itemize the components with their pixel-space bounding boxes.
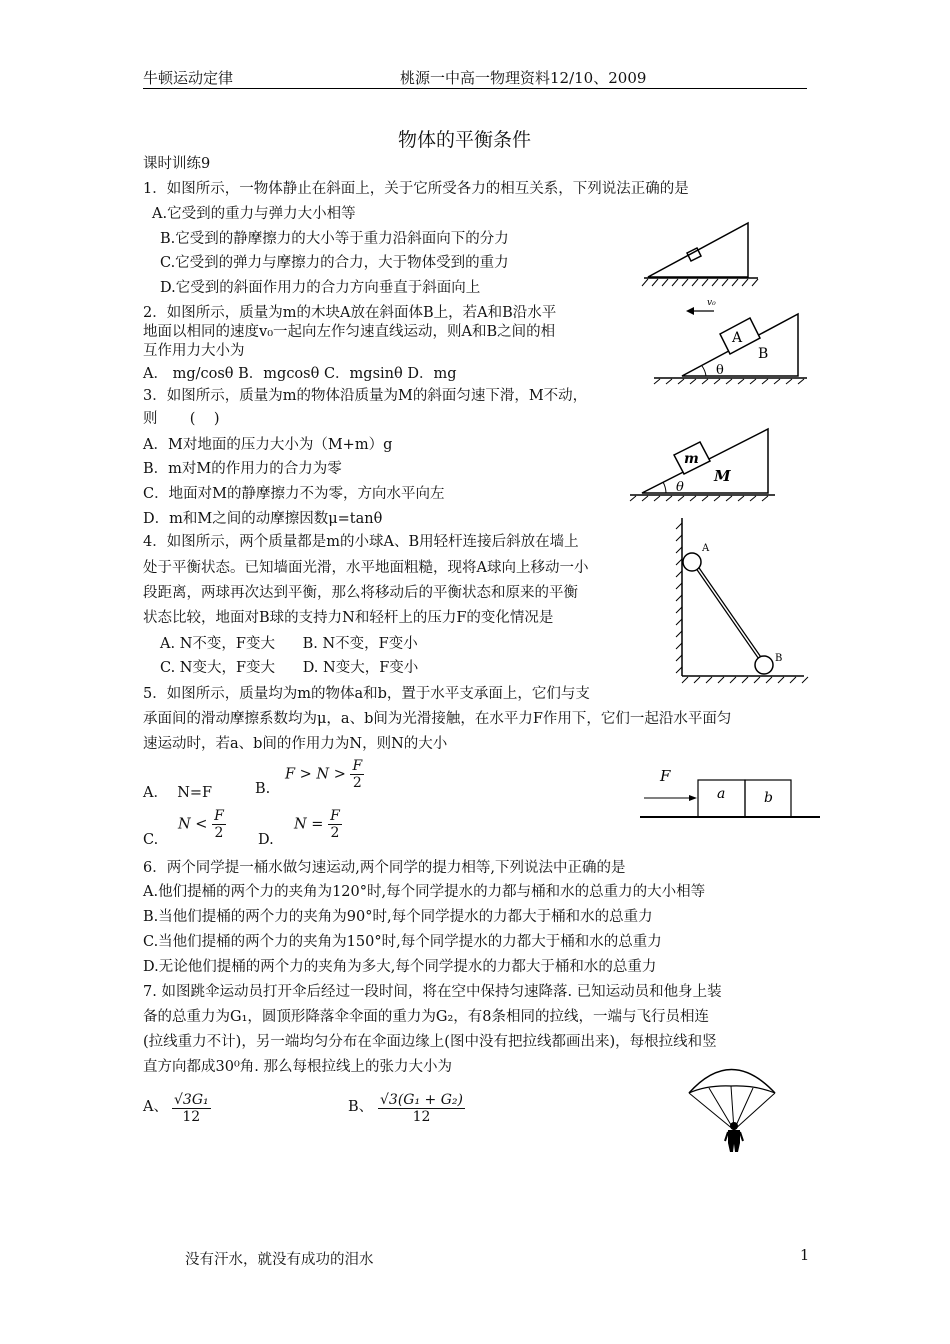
q4-line1: 4．如图所示，两个质量都是m的小球A、B用轻杆连接后斜放在墙上 bbox=[143, 534, 579, 550]
q5-line3: 速运动时，若a、b间的作用力为N，则N的大小 bbox=[143, 736, 448, 752]
big-m-label: M bbox=[714, 467, 731, 485]
parachute-figure-q7 bbox=[685, 1058, 780, 1158]
block-b-label: B bbox=[758, 346, 769, 362]
theta-label: θ bbox=[676, 480, 684, 495]
fraction-num: √3G₁ bbox=[174, 1092, 209, 1108]
q3-line2: 则 ( ) bbox=[143, 411, 220, 427]
q3-option-d: D．m和M之间的动摩擦因数μ=tanθ bbox=[143, 511, 383, 527]
v0-label: v₀ bbox=[707, 298, 716, 308]
fraction-num: F bbox=[214, 808, 224, 824]
q1-option-a: A.它受到的重力与弹力大小相等 bbox=[152, 206, 356, 222]
incline-figure-q3 bbox=[630, 425, 780, 500]
q6-stem: 6．两个同学提一桶水做匀速运动,两个同学的提力相等,下列说法中正确的是 bbox=[143, 860, 626, 876]
q3-option-a: A．M对地面的压力大小为（M+m）g bbox=[143, 437, 393, 453]
q2-line2: 地面以相同的速度v₀一起向左作匀速直线运动，则A和B之间的相 bbox=[143, 324, 556, 340]
block-a-label: A bbox=[732, 330, 743, 346]
blocks-figure-q5 bbox=[640, 765, 825, 825]
wall-rod-figure-q4 bbox=[672, 518, 812, 688]
fraction-num: F bbox=[330, 808, 340, 824]
q4-line2: 处于平衡状态。已知墙面光滑，水平地面粗糙，现将A球向上移动一小 bbox=[143, 560, 589, 576]
q2-options: A． mg/cosθ B．mgcosθ C．mgsinθ D．mg bbox=[143, 366, 457, 382]
page-number: 1 bbox=[800, 1248, 810, 1264]
incline-figure-q2 bbox=[652, 292, 812, 384]
fraction-num: F bbox=[352, 758, 363, 774]
q5-option-c-expr bbox=[178, 808, 226, 841]
expr-text: N < bbox=[178, 816, 208, 833]
fraction-den: 12 bbox=[182, 1109, 201, 1125]
q7-line3: (拉线重力不计)，另一端均匀分布在伞面边缘上(图中没有把拉线都画出来)，每根拉线和竖 bbox=[143, 1034, 717, 1050]
fraction-num: √3(G₁ + G₂) bbox=[380, 1092, 463, 1108]
q7-option-b: B、 bbox=[348, 1099, 374, 1115]
fraction bbox=[172, 1092, 211, 1125]
block-b-label: b bbox=[764, 790, 773, 806]
q3-option-b: B．m对M的作用力的合力为零 bbox=[143, 461, 342, 477]
q5-option-c: C. bbox=[143, 832, 159, 848]
page-title: 物体的平衡条件 bbox=[398, 129, 532, 151]
q6-option-b: B.当他们提桶的两个力的夹角为90°时,每个同学提水的力都大于桶和水的总重力 bbox=[143, 909, 653, 925]
q7-option-a: A、 bbox=[143, 1099, 168, 1115]
block-a-label: a bbox=[717, 786, 726, 802]
q7-option-a-expr bbox=[172, 1092, 211, 1125]
q5-option-a: A． N=F bbox=[143, 785, 213, 801]
q4-line4: 状态比较，地面对B球的支持力N和轻杆上的压力F的变化情况是 bbox=[143, 610, 554, 626]
expr-text: N = bbox=[294, 816, 324, 833]
header-center: 桃源一中高一物理资料12/10、2009 bbox=[400, 69, 647, 87]
q3-line1: 3．如图所示，质量为m的物体沿质量为M的斜面匀速下滑，M不动， bbox=[143, 388, 588, 404]
q7-line2: 备的总重力为G₁，圆顶形降落伞伞面的重力为G₂，有8条相同的拉线，一端与飞行员相连 bbox=[143, 1009, 710, 1025]
q5-option-b-expr bbox=[285, 758, 364, 791]
q3-option-c: C．地面对M的静摩擦力不为零，方向水平向左 bbox=[143, 486, 445, 502]
q5-option-d-expr bbox=[294, 808, 342, 841]
fraction bbox=[212, 808, 226, 841]
q4-line3: 段距离，两球再次达到平衡，那么将移动后的平衡状态和原来的平衡 bbox=[143, 585, 578, 601]
q6-option-a: A.他们提桶的两个力的夹角为120°时,每个同学提水的力都与桶和水的总重力的大小相等 bbox=[143, 884, 706, 900]
ball-b-label: B bbox=[775, 653, 783, 664]
q1-stem: 1．如图所示，一物体静止在斜面上，关于它所受各力的相互关系，下列说法正确的是 bbox=[143, 181, 689, 197]
subtitle: 课时训练9 bbox=[143, 156, 211, 172]
q1-option-c: C.它受到的弹力与摩擦力的合力，大于物体受到的重力 bbox=[160, 255, 509, 271]
header-left: 牛顿运动定律 bbox=[143, 69, 234, 87]
q5-line1: 5．如图所示，质量均为m的物体a和b，置于水平支承面上，它们与支 bbox=[143, 686, 590, 702]
small-m-label: m bbox=[684, 451, 699, 467]
footer-motto: 没有汗水，就没有成功的泪水 bbox=[185, 1252, 374, 1268]
fraction-den: 2 bbox=[352, 775, 362, 791]
q5-line2: 承面间的滑动摩擦系数均为μ，a、b间为光滑接触，在水平力F作用下，它们一起沿水平面匀 bbox=[143, 711, 732, 727]
header-rule bbox=[143, 88, 807, 89]
fraction bbox=[328, 808, 342, 841]
q5-option-b: B. bbox=[255, 781, 271, 797]
q2-line1: 2．如图所示，质量为m的木块A放在斜面体B上，若A和B沿水平 bbox=[143, 305, 557, 321]
q5-option-d: D. bbox=[258, 832, 274, 848]
force-f-label: F bbox=[660, 767, 671, 785]
fraction-den: 2 bbox=[214, 825, 224, 841]
q7-line4: 直方向都成30⁰角. 那么每根拉线上的张力大小为 bbox=[143, 1059, 452, 1075]
q4-options-cd: C. N变大，F变大 D. N变大，F变小 bbox=[160, 660, 419, 676]
ball-a-label: A bbox=[702, 543, 710, 554]
fraction bbox=[350, 758, 364, 791]
fraction-den: 12 bbox=[412, 1109, 431, 1125]
fraction bbox=[378, 1092, 465, 1125]
q4-options-ab: A. N不变，F变大 B. N不变，F变小 bbox=[160, 636, 418, 652]
expr-text: F > N > bbox=[285, 766, 346, 783]
incline-figure-q1 bbox=[640, 215, 800, 290]
q2-line3: 互作用力大小为 bbox=[143, 343, 245, 359]
fraction-den: 2 bbox=[330, 825, 340, 841]
q7-line1: 7. 如图跳伞运动员打开伞后经过一段时间，将在空中保持匀速降落. 已知运动员和他身上装 bbox=[143, 984, 722, 1000]
q1-option-b: B.它受到的静摩擦力的大小等于重力沿斜面向下的分力 bbox=[160, 231, 509, 247]
q6-option-d: D.无论他们提桶的两个力的夹角为多大,每个同学提水的力都大于桶和水的总重力 bbox=[143, 959, 657, 975]
theta-label: θ bbox=[716, 363, 724, 378]
q7-option-b-expr bbox=[378, 1092, 465, 1125]
q1-option-d: D.它受到的斜面作用力的合力方向垂直于斜面向上 bbox=[160, 280, 481, 296]
q6-option-c: C.当他们提桶的两个力的夹角为150°时,每个同学提水的力都大于桶和水的总重力 bbox=[143, 934, 662, 950]
